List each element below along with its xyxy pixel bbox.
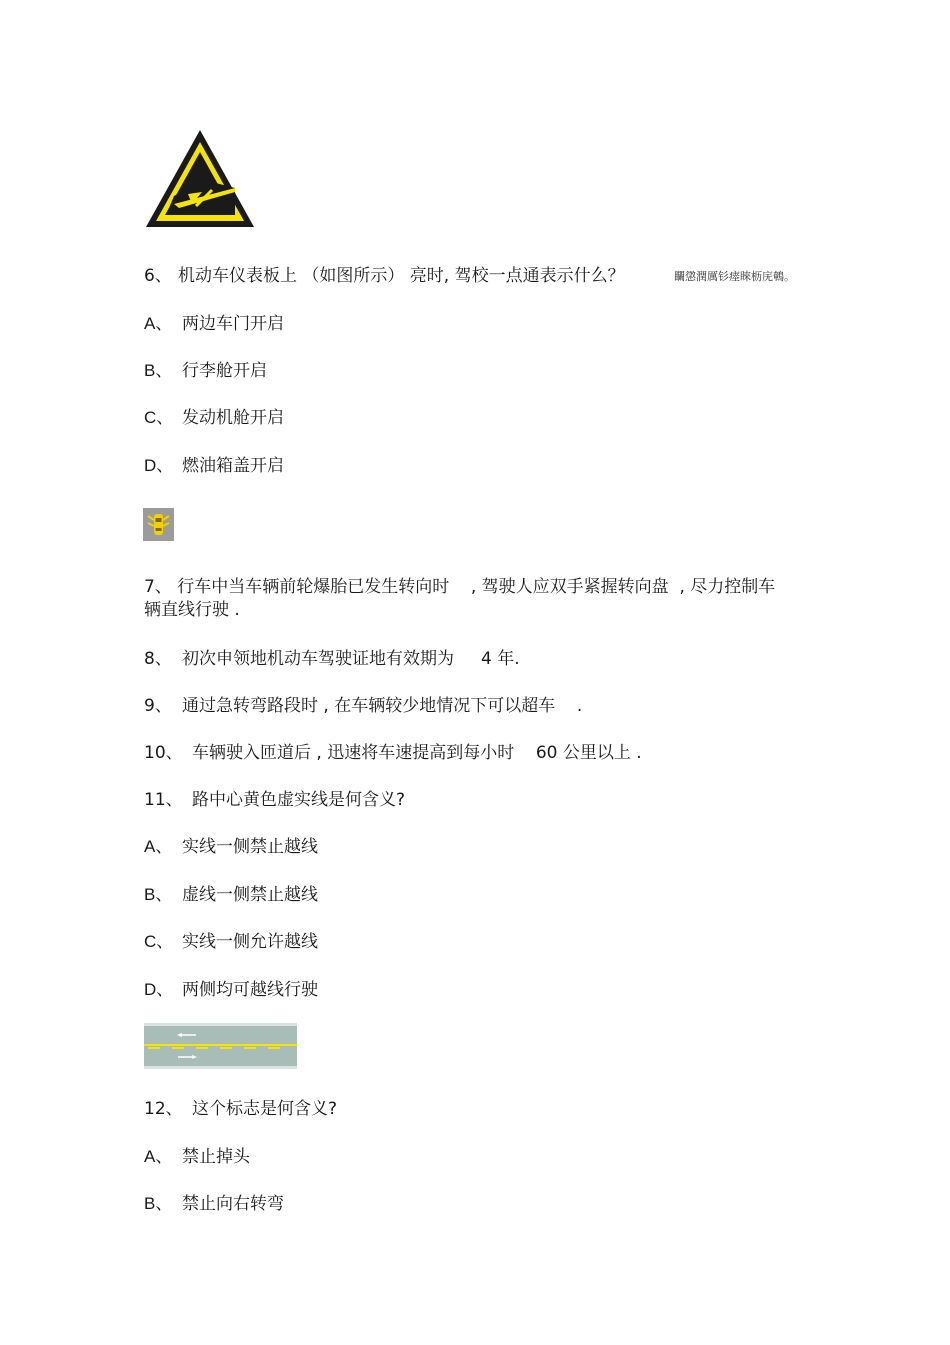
question-6-text: 机动车仪表板上 （如图所示） 亮时, 驾校一点通表示什么？	[178, 266, 625, 286]
q11-option-c-text: 实线一侧允许越线	[182, 932, 318, 952]
warning-steep-slope-icon	[144, 128, 256, 230]
q6-option-b-text: 行李舱开启	[182, 361, 267, 381]
question-11-text: 路中心黄色虚实线是何含义?	[192, 790, 406, 810]
road-line-image	[144, 1023, 297, 1069]
q6-option-c-letter: C、	[144, 408, 174, 427]
q6-option-d-text: 燃油箱盖开启	[182, 456, 284, 476]
question-10-text: 车辆驶入匝道后 , 迅速将车速提高到每小时 60 公里以上 .	[192, 743, 642, 763]
q12-option-b-letter: B、	[144, 1194, 173, 1213]
q6-option-c-text: 发动机舱开启	[182, 408, 284, 428]
question-9-number: 9、	[144, 696, 172, 716]
q6-option-a-text: 两边车门开启	[182, 314, 284, 334]
q12-option-a-text: 禁止掉头	[182, 1147, 250, 1167]
door-indicator-image	[143, 508, 174, 541]
q11-option-d-text: 两侧均可越线行驶	[182, 980, 318, 1000]
q11-option-a-letter: A、	[144, 837, 173, 856]
question-8-text: 初次申领地机动车驾驶证地有效期为 4 年.	[182, 649, 520, 669]
q6-option-a-letter: A、	[144, 314, 173, 333]
q6-option-d-letter: D、	[144, 456, 174, 475]
road-center-line-icon	[144, 1023, 297, 1069]
q11-option-a-text: 实线一侧禁止越线	[182, 837, 318, 857]
q11-option-c-letter: C、	[144, 932, 174, 951]
noise-text: 矙懲潤厲钐瘗睞枥庑鵪。	[674, 270, 795, 283]
question-12-number: 12、	[144, 1099, 183, 1119]
q11-option-d-letter: D、	[144, 980, 174, 999]
q12-option-a-letter: A、	[144, 1147, 173, 1166]
question-7-line-2: 辆直线行驶 .	[144, 600, 240, 620]
question-11-number: 11、	[144, 790, 183, 810]
question-10-number: 10、	[144, 743, 183, 763]
question-12-text: 这个标志是何含义?	[192, 1099, 338, 1119]
q12-option-b-text: 禁止向右转弯	[182, 1194, 284, 1214]
door-open-indicator-icon	[143, 508, 174, 541]
question-7-line-1: 7、 行车中当车辆前轮爆胎已发生转向时 , 驾驶人应双手紧握转向盘 , 尽力控制车	[144, 577, 776, 597]
warning-sign-image	[144, 128, 256, 230]
question-8-number: 8、	[144, 649, 172, 669]
question-9-text: 通过急转弯路段时 , 在车辆较少地情况下可以超车 .	[182, 696, 583, 716]
q11-option-b-text: 虚线一侧禁止越线	[182, 885, 318, 905]
q11-option-b-letter: B、	[144, 885, 173, 904]
question-6-number: 6、	[144, 266, 172, 286]
q6-option-b-letter: B、	[144, 361, 173, 380]
